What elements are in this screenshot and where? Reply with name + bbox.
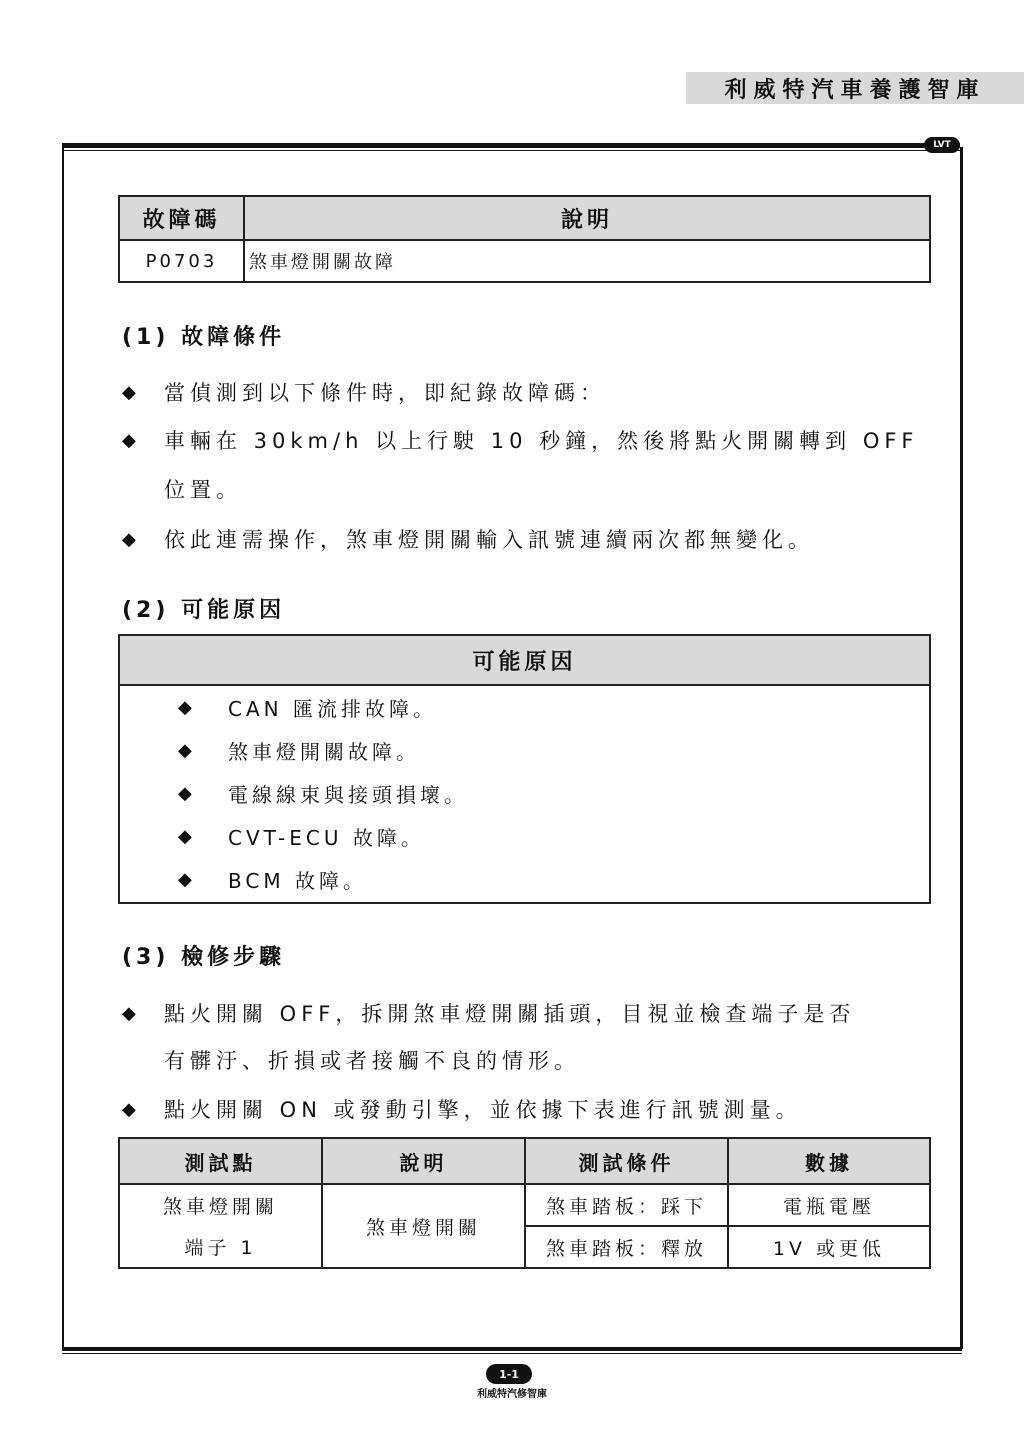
logo-badge: LVT [924,137,960,153]
test-header-value: 數據 [728,1138,930,1184]
header-brand-tag: 利威特汽車養護智庫 [686,72,1024,104]
test-description-cell: 煞車燈開關 [322,1184,525,1268]
test-point-line2: 端子 1 [119,1226,322,1268]
frame-left-border [62,147,64,1349]
step-text-2: 點火開關 ON 或發動引擎，並依據下表進行訊號測量。 [164,1098,802,1122]
possible-causes-box [118,634,931,904]
test-value-cell: 1V 或更低 [728,1226,930,1268]
diamond-bullet-icon: ◆ [178,783,196,804]
bottom-rule-thin [62,1353,962,1354]
top-rule [62,143,960,148]
test-header-point: 測試點 [119,1138,322,1184]
diamond-bullet-icon: ◆ [122,1099,141,1120]
step-bullet-1-continuation [122,1037,932,1085]
test-value-cell: 電瓶電壓 [728,1184,930,1226]
condition-bullet-3 [122,516,932,564]
dtc-code-cell: P0703 [119,240,244,282]
frame-right-border [960,147,963,1349]
diamond-bullet-icon: ◆ [178,740,196,761]
diamond-bullet-icon: ◆ [122,529,141,550]
step-bullet-2 [122,1086,932,1134]
cause-text: 電線線束與接頭損壞。 [228,783,468,807]
page-number-badge: 1-1 [486,1364,532,1384]
cause-text: 煞車燈開關故障。 [228,740,420,764]
diamond-bullet-icon: ◆ [122,1003,141,1024]
cause-text: BCM 故障。 [228,869,367,893]
footer-brand: 利威特汽修智庫 [477,1389,547,1400]
dtc-header-code: 故障碼 [119,196,244,240]
condition-bullet-1 [122,369,932,417]
diamond-bullet-icon: ◆ [122,430,141,451]
cause-item [120,772,929,815]
test-condition-cell: 煞車踏板：釋放 [525,1226,728,1268]
dtc-header-description: 說明 [244,196,930,240]
cause-item [120,729,929,772]
cause-item [120,686,929,729]
possible-causes-header: 可能原因 [120,636,929,686]
condition-bullet-2-continuation [122,466,932,514]
cause-item [120,815,929,858]
cause-item [120,858,929,901]
condition-bullet-2 [122,417,932,465]
top-rule-thin [62,150,960,151]
diamond-bullet-icon: ◆ [178,826,196,847]
diamond-bullet-icon: ◆ [178,869,196,890]
condition-text-3: 依此連需操作，煞車燈開關輸入訊號連續兩次都無變化。 [164,528,814,552]
section-repair-steps-title: (3) 檢修步驟 [122,945,286,970]
section-fault-conditions-title: (1) 故障條件 [122,325,286,350]
test-condition-cell: 煞車踏板：踩下 [525,1184,728,1226]
test-header-condition: 測試條件 [525,1138,728,1184]
bottom-rule [62,1347,962,1351]
cause-text: CVT-ECU 故障。 [228,826,425,850]
dtc-description-cell: 煞車燈開關故障 [244,240,930,282]
condition-text-2-cont: 位置。 [164,478,242,502]
cause-text: CAN 匯流排故障。 [228,697,437,721]
test-point-line1: 煞車燈開關 [119,1184,322,1226]
test-table [118,1137,931,1269]
step-bullet-1 [122,990,932,1038]
dtc-table [118,195,931,283]
test-header-description: 說明 [322,1138,525,1184]
section-possible-causes-title: (2) 可能原因 [122,598,286,623]
condition-text-1: 當偵測到以下條件時，即紀錄故障碼： [164,381,606,405]
condition-text-2: 車輛在 30km/h 以上行駛 10 秒鐘，然後將點火開關轉到 OFF [164,429,919,453]
step-text-1-cont: 有髒汙、折損或者接觸不良的情形。 [164,1049,580,1073]
diamond-bullet-icon: ◆ [178,697,196,718]
step-text-1: 點火開關 OFF，拆開煞車燈開關插頭，目視並檢查端子是否 [164,1002,856,1026]
diamond-bullet-icon: ◆ [122,382,141,403]
